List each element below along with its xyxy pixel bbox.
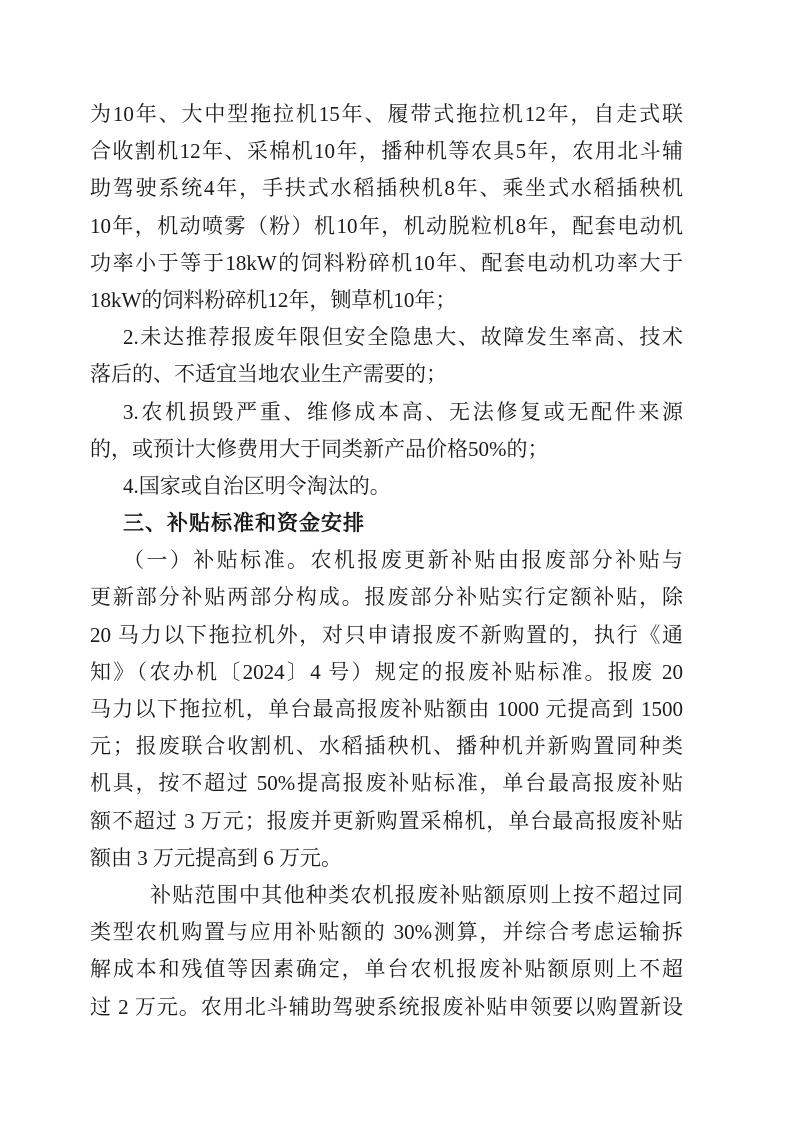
paragraph-condition-4: [90, 468, 683, 505]
text-line: 助驾驶系统4年，手扶式水稻插秧机8年、乘坐式水稻插秧机: [90, 176, 683, 201]
text-column: [90, 96, 683, 1026]
text-line: 4.国家或自治区明令淘汰的。: [123, 473, 391, 498]
text-line: （一）补贴标准。农机报废更新补贴由报废部分补贴与: [123, 548, 683, 573]
section-heading-3: [90, 505, 683, 542]
text-line: 机具，按不超过 50%提高报废补贴标准，单台最高报废补贴: [90, 771, 683, 796]
text-line: 为10年、大中型拖拉机15年、履带式拖拉机12年，自走式联: [90, 102, 683, 126]
text-line: 10年，机动喷雾（粉）机10年，机动脱粒机8年，配套电动机: [90, 213, 683, 238]
text-line: 知》（农办机〔2024〕4 号）规定的报废补贴标准。报废 20: [90, 659, 683, 684]
text-line: 马力以下拖拉机，单台最高报废补贴额由 1000 元提高到 1500: [90, 697, 683, 721]
paragraph-condition-2: [90, 319, 683, 393]
text-line: 2.未达推荐报废年限但安全隐患大、故障发生率高、技术: [123, 325, 683, 350]
section-heading-line: 三、补贴标准和资金安排: [123, 512, 365, 536]
text-line: 额不超过 3 万元；报废并更新购置采棉机，单台最高报废补贴: [90, 808, 683, 833]
text-line: 功率小于等于18kW的饲料粉碎机10年、配套电动机功率大于: [90, 250, 683, 275]
text-line: 解成本和残值等因素确定，单台农机报废补贴额原则上不超: [90, 957, 683, 982]
text-line: 3.农机损毁严重、维修成本高、无法修复或无配件来源: [123, 399, 683, 424]
text-line: 的，或预计大修费用大于同类新产品价格50%的；: [90, 436, 549, 461]
text-line: 18kW的饲料粉碎机12年，铡草机10年；: [90, 287, 457, 312]
text-line: 过 2 万元。农用北斗辅助驾驶系统报废补贴申领要以购置新设: [90, 994, 683, 1019]
paragraph-other-machinery-subsidy: [90, 877, 683, 1026]
text-line: 合收割机12年、采棉机10年，播种机等农具5年，农用北斗辅: [90, 139, 683, 164]
text-line: 元；报废联合收割机、水稻插秧机、播种机并新购置同种类: [90, 734, 683, 759]
text-line: 更新部分补贴两部分构成。报废部分补贴实行定额补贴，除: [90, 585, 683, 610]
text-line: 类型农机购置与应用补贴额的 30%测算，并综合考虑运输拆: [90, 920, 683, 945]
text-line: 20 马力以下拖拉机外，对只申请报废不新购置的，执行《通: [90, 622, 683, 647]
paragraph-scrap-age-standards: [90, 96, 683, 319]
text-line: 额由 3 万元提高到 6 万元。: [90, 845, 342, 870]
text-line: 补贴范围中其他种类农机报废补贴额原则上按不超过同: [150, 882, 683, 907]
paragraph-subsidy-standard: [90, 542, 683, 877]
paragraph-condition-3: [90, 394, 683, 468]
text-line: 落后的、不适宜当地农业生产需要的；: [90, 362, 447, 387]
